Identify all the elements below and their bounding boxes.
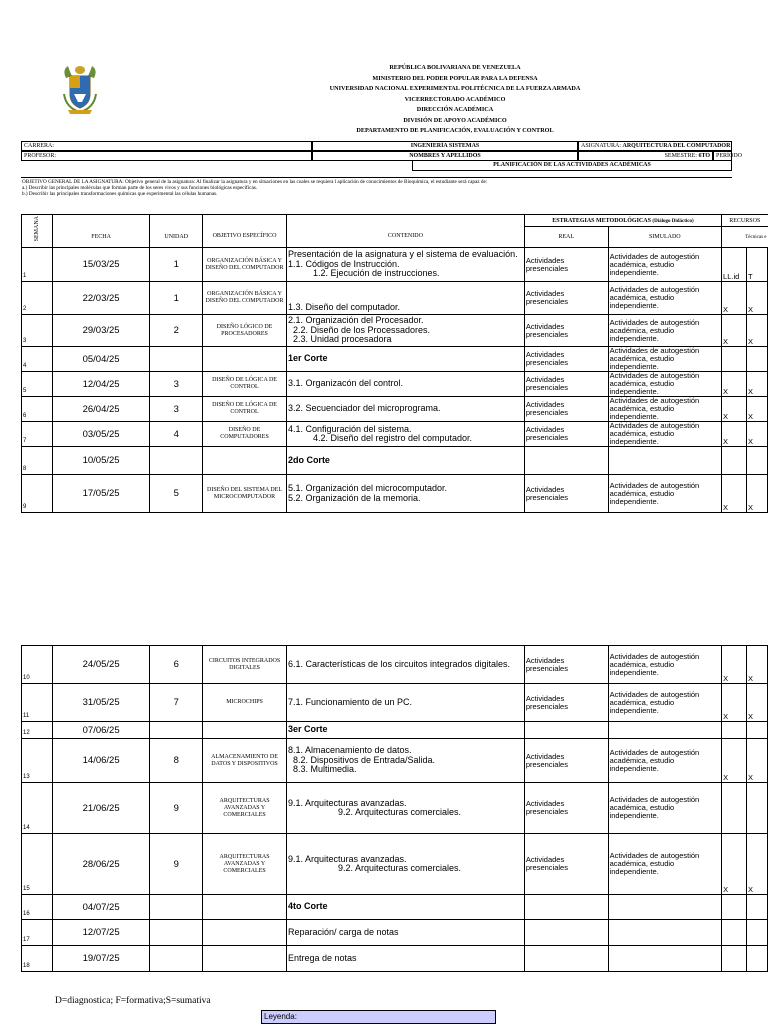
blank-header: [203, 215, 287, 227]
header-line-university: UNIVERSIDAD NACIONAL EXPERIMENTAL POLITÉCNICA DE LA FUERZA ARMADA: [329, 85, 581, 92]
resource-2-cell: X: [747, 684, 768, 722]
content-cell: 3er Corte: [286, 722, 524, 739]
date-cell: 12/04/25: [52, 372, 150, 397]
real-strategy-cell: Actividades presenciales: [524, 315, 608, 347]
header-line-division: DIVISIÓN DE APOYO ACADÉMICO: [403, 116, 507, 124]
unit-cell: [150, 347, 203, 372]
objective-cell: DISEÑO DE COMPUTADORES: [203, 422, 287, 447]
objective-cell: [203, 895, 287, 920]
unit-cell: [150, 946, 203, 972]
week-number: 14: [22, 783, 53, 834]
week-number: 7: [22, 422, 53, 447]
week-number: 15: [22, 834, 53, 895]
real-strategy-cell: [524, 895, 608, 920]
semestre-value: 6TO: [698, 153, 710, 159]
resource-1-cell: X: [722, 684, 747, 722]
blank-header: [286, 215, 524, 227]
objective-cell: ALMACENAMIENTO DE DATOS Y DISPOSITIVOS: [203, 739, 287, 783]
simulated-strategy-cell: [608, 447, 721, 475]
resource-2-cell: [747, 722, 768, 739]
resource-1-cell: [722, 447, 747, 475]
week-number: 4: [22, 347, 53, 372]
table-row: [22, 783, 768, 834]
resource-2-cell: X: [747, 646, 768, 684]
objetivo-line-3: b.) Describir las principales transformaciones químicas que experimental las células humanas.: [22, 191, 218, 198]
objective-cell: [203, 347, 287, 372]
header-line-vicerrectorado: VICERRECTORADO ACADÉMICO: [404, 95, 506, 103]
simulated-strategy-cell: Actividades de autogestión académica, estudio independiente.: [608, 783, 722, 834]
date-cell: 05/04/25: [52, 347, 150, 372]
real-strategy-cell: Actividades presenciales: [524, 646, 608, 684]
real-strategy-cell: [524, 722, 608, 739]
date-cell: 17/05/25: [52, 475, 150, 513]
resource-1-cell: X: [722, 315, 747, 347]
objective-cell: CIRCUITOS INTEGRADOS DIGITALES: [203, 646, 287, 684]
resource-1-cell: [722, 946, 747, 972]
real-strategy-cell: Actividades presenciales: [524, 347, 608, 372]
simulated-strategy-cell: Actividades de autogestión académica, estudio independiente.: [608, 248, 721, 282]
content-cell: 2do Corte: [286, 447, 524, 475]
unit-cell: 4: [150, 422, 203, 447]
resource-1-cell: [722, 783, 747, 834]
content-cell: 3.1. Organizacón del control.: [286, 372, 524, 397]
week-number: 9: [22, 475, 53, 513]
real-strategy-cell: Actividades presenciales: [524, 475, 608, 513]
recursos-header: RECURSOS: [722, 215, 768, 227]
objetivo-general: [21, 177, 732, 210]
date-cell: 28/06/25: [52, 834, 150, 895]
simulated-strategy-cell: Actividades de autogestión académica, estudio independiente.: [608, 372, 721, 397]
resource-2-cell: X: [747, 282, 768, 315]
resource-2-cell: T: [747, 248, 768, 282]
contenido-header: CONTENIDO: [286, 227, 524, 248]
date-cell: 04/07/25: [52, 895, 150, 920]
content-cell: 8.1. Almacenamiento de datos. 8.2. Dispositivos de Entrada/Salida. 8.3. Multimedia.: [286, 739, 524, 783]
week-number: 5: [22, 372, 53, 397]
simulated-strategy-cell: [608, 722, 722, 739]
date-cell: 03/05/25: [52, 422, 150, 447]
table-row: [22, 834, 768, 895]
content-cell: 7.1. Funcionamiento de un PC.: [286, 684, 524, 722]
profesor-value: NOMBRES Y APELLIDOS: [312, 151, 578, 161]
unit-cell: 3: [150, 397, 203, 422]
table-row: [22, 422, 768, 447]
week-number: 13: [22, 739, 53, 783]
table-row: [22, 248, 768, 282]
evaluation-legend-note: D=diagnostica; F=formativa;S=sumativa: [55, 996, 211, 1006]
simulated-strategy-cell: Actividades de autogestión académica, estudio independiente.: [608, 834, 722, 895]
date-cell: 12/07/25: [52, 920, 150, 946]
resource-2-cell: X: [747, 475, 768, 513]
week-number: 8: [22, 447, 53, 475]
resource-1-cell: [722, 920, 747, 946]
header-line-republic: REPÚBLICA BOLIVARIANA DE VENEZUELA: [389, 64, 521, 71]
legend-box: Leyenda:: [261, 1010, 496, 1024]
objective-cell: DISEÑO DEL SISTEMA DEL MICROCOMPUTADOR: [203, 475, 287, 513]
table-row: [22, 895, 768, 920]
objective-cell: ORGANIZACIÓN BÁSICA Y DISEÑO DEL COMPUTADOR: [203, 282, 287, 315]
estrategias-sub-text: (Diálogo Didáctico): [652, 218, 694, 224]
date-cell: 22/03/25: [52, 282, 150, 315]
table-row: [22, 684, 768, 722]
asignatura-cell: [578, 141, 732, 151]
estrategias-header-text: ESTRATEGIAS METODOLÓGICAS: [552, 217, 651, 224]
header-line-direccion: DIRECCIÓN ACADÉMICA: [416, 106, 494, 113]
unit-cell: [150, 920, 203, 946]
header-line-departamento: DEPARTAMENTO DE PLANIFICACIÓN, EVALUACIÓN Y CONTROL: [356, 127, 554, 134]
objective-cell: [203, 447, 287, 475]
content-cell: 4.1. Configuración del sistema. 4.2. Diseño del registro del computador.: [286, 422, 524, 447]
week-number: 12: [22, 722, 53, 739]
real-strategy-cell: Actividades presenciales: [524, 397, 608, 422]
real-strategy-cell: Actividades presenciales: [524, 422, 608, 447]
unit-cell: 5: [150, 475, 203, 513]
estrategias-header: [524, 215, 721, 227]
resource-1-cell: X: [722, 397, 747, 422]
planning-table-page2: [21, 645, 768, 972]
date-cell: 14/06/25: [52, 739, 150, 783]
real-strategy-cell: Actividades presenciales: [524, 282, 608, 315]
resource-1-cell: X: [722, 372, 747, 397]
fecha-header: FECHA: [52, 227, 150, 248]
week-number: 1: [22, 248, 53, 282]
header-line-ministry: MINISTERIO DEL PODER POPULAR PARA LA DEFENSA: [372, 74, 538, 82]
content-cell: 2.1. Organización del Procesador. 2.2. Diseño de los Processadores. 2.3. Unidad procesadora: [286, 315, 524, 347]
resource-2-cell: X: [747, 372, 768, 397]
table-row: [22, 475, 768, 513]
resource-2-cell: X: [747, 834, 768, 895]
resource-2-cell: X: [747, 422, 768, 447]
week-number: 2: [22, 282, 53, 315]
simulado-header: SIMULADO: [608, 227, 721, 248]
planificacion-title: PLANIFICACIÓN DE LAS ACTIVIDADES ACADÉMICAS: [412, 161, 732, 171]
resource-1-cell: X: [722, 834, 747, 895]
semana-header: [22, 215, 53, 248]
table-row: [22, 282, 768, 315]
unit-cell: [150, 447, 203, 475]
profesor-label: PROFESOR:: [21, 151, 312, 161]
simulated-strategy-cell: Actividades de autogestión académica, estudio independiente.: [608, 397, 721, 422]
table-row: [22, 447, 768, 475]
real-strategy-cell: [524, 447, 608, 475]
resource-2-cell: [747, 946, 768, 972]
objective-cell: ARQUITECTURAS AVANZADAS Y COMERCIALES: [203, 834, 287, 895]
carrera-label: CARRERA:: [21, 141, 312, 151]
simulated-strategy-cell: [608, 920, 722, 946]
resource-2-cell: [747, 347, 768, 372]
week-number: 3: [22, 315, 53, 347]
unit-cell: 7: [150, 684, 203, 722]
unit-cell: [150, 722, 203, 739]
tecnicas-header: Técnicas e: [722, 227, 768, 248]
simulated-strategy-cell: Actividades de autogestión académica, estudio independiente.: [608, 475, 721, 513]
semestre-cell: [578, 151, 713, 161]
objective-cell: DISEÑO DE LÓGICA DE CONTROL: [203, 397, 287, 422]
content-cell: 1.3. Diseño del computador.: [286, 282, 524, 315]
week-number: 11: [22, 684, 53, 722]
date-cell: 26/04/25: [52, 397, 150, 422]
table-row: [22, 739, 768, 783]
table-row: [22, 347, 768, 372]
objetivo-header: OBJETIVO ESPECÍFICO: [203, 227, 287, 248]
content-cell: 4to Corte: [286, 895, 524, 920]
simulated-strategy-cell: [608, 946, 722, 972]
simulated-strategy-cell: Actividades de autogestión académica, estudio independiente.: [608, 315, 721, 347]
content-cell: 9.1. Arquitecturas avanzadas. 9.2. Arquitecturas comerciales.: [286, 834, 524, 895]
date-cell: 29/03/25: [52, 315, 150, 347]
table-row: [22, 397, 768, 422]
semana-header-text: SEMANA: [33, 216, 40, 242]
week-number: 6: [22, 397, 53, 422]
objective-cell: [203, 920, 287, 946]
date-cell: 24/05/25: [52, 646, 150, 684]
carrera-value: INGENIERÍA SISTEMAS: [312, 141, 578, 151]
resource-1-cell: X: [722, 646, 747, 684]
real-strategy-cell: [524, 920, 608, 946]
resource-1-cell: LL.id: [722, 248, 747, 282]
simulated-strategy-cell: Actividades de autogestión académica, estudio independiente.: [608, 282, 721, 315]
table-row: [22, 646, 768, 684]
table-row: [22, 946, 768, 972]
resource-1-cell: [722, 895, 747, 920]
real-strategy-cell: Actividades presenciales: [524, 783, 608, 834]
unit-cell: 9: [150, 834, 203, 895]
objective-cell: [203, 946, 287, 972]
date-cell: 19/07/25: [52, 946, 150, 972]
unit-cell: 8: [150, 739, 203, 783]
objetivo-line-1: OBJETIVO GENERAL DE LA ASIGNATURA: Objetivo general de la asignatura: Al finalizar la asignatura y en situaciones en las cuales se requiera l aplicación de conocimientos de Bioquímica, el estudiante será capaz de:: [22, 179, 488, 185]
simulated-strategy-cell: Actividades de autogestión académica, estudio independiente.: [608, 347, 721, 372]
objective-cell: ORGANIZACIÓN BÁSICA Y DISEÑO DEL COMPUTADOR: [203, 248, 287, 282]
resource-2-cell: [747, 895, 768, 920]
table-row: [22, 920, 768, 946]
content-cell: 6.1. Características de los circuitos integrados digitales.: [286, 646, 524, 684]
unit-cell: [150, 895, 203, 920]
resource-1-cell: X: [722, 282, 747, 315]
objetivo-line-2: a.) Describir las principales moléculas que forman parte de los seres vivos y sus funciones biológicas específicas.: [22, 185, 258, 192]
date-cell: 15/03/25: [52, 248, 150, 282]
course-info-grid: [21, 141, 743, 174]
objective-cell: [203, 722, 287, 739]
content-cell: 1er Corte: [286, 347, 524, 372]
objective-cell: DISEÑO LÓGICO DE PROCESADORES: [203, 315, 287, 347]
simulated-strategy-cell: Actividades de autogestión académica, estudio independiente.: [608, 684, 722, 722]
week-number: 18: [22, 946, 53, 972]
blank-header: [150, 215, 203, 227]
coat-of-arms-icon: [60, 64, 100, 116]
content-cell: 5.1. Organización del microcomputador. 5.2. Organización de la memoria.: [286, 475, 524, 513]
resource-1-cell: X: [722, 475, 747, 513]
content-cell: Presentación de la asignatura y el sistema de evaluación. 1.1. Códigos de Instrucción. 1.2. Ejecución de instrucciones.: [286, 248, 524, 282]
simulated-strategy-cell: Actividades de autogestión académica, estudio independiente.: [608, 422, 721, 447]
unit-cell: 9: [150, 783, 203, 834]
real-strategy-cell: [524, 946, 608, 972]
content-cell: Entrega de notas: [286, 946, 524, 972]
asignatura-label: ASIGNATURA:: [581, 143, 622, 149]
date-cell: 10/05/25: [52, 447, 150, 475]
real-strategy-cell: Actividades presenciales: [524, 248, 608, 282]
asignatura-value: ARQUITECTURA DEL COMPUTADOR: [622, 143, 731, 149]
table-row: [22, 372, 768, 397]
periodo-label: PERÍODO: [713, 151, 732, 161]
resource-1-cell: [722, 722, 747, 739]
content-cell: Reparación/ carga de notas: [286, 920, 524, 946]
date-cell: 31/05/25: [52, 684, 150, 722]
objective-cell: ARQUITECTURAS AVANZADAS Y COMERCIALES: [203, 783, 287, 834]
simulated-strategy-cell: [608, 895, 722, 920]
week-number: 10: [22, 646, 53, 684]
blank-header: [52, 215, 150, 227]
real-strategy-cell: Actividades presenciales: [524, 739, 608, 783]
objective-cell: DISEÑO DE LÓGICA DE CONTROL: [203, 372, 287, 397]
resource-2-cell: [747, 783, 768, 834]
content-cell: 9.1. Arquitecturas avanzadas. 9.2. Arquitecturas comerciales.: [286, 783, 524, 834]
unit-cell: 1: [150, 248, 203, 282]
unidad-header: UNIDAD: [150, 227, 203, 248]
real-strategy-cell: Actividades presenciales: [524, 834, 608, 895]
date-cell: 21/06/25: [52, 783, 150, 834]
simulated-strategy-cell: Actividades de autogestión académica, estudio independiente.: [608, 646, 722, 684]
week-number: 16: [22, 895, 53, 920]
unit-cell: 2: [150, 315, 203, 347]
real-strategy-cell: Actividades presenciales: [524, 684, 608, 722]
resource-2-cell: X: [747, 739, 768, 783]
content-cell: 3.2. Secuenciador del microprograma.: [286, 397, 524, 422]
real-header: REAL: [524, 227, 608, 248]
real-strategy-cell: Actividades presenciales: [524, 372, 608, 397]
unit-cell: 3: [150, 372, 203, 397]
resource-1-cell: X: [722, 739, 747, 783]
resource-2-cell: [747, 447, 768, 475]
unit-cell: 6: [150, 646, 203, 684]
semestre-label: SEMESTRE:: [664, 153, 697, 159]
objective-cell: MICROCHIPS: [203, 684, 287, 722]
simulated-strategy-cell: Actividades de autogestión académica, estudio independiente.: [608, 739, 722, 783]
resource-1-cell: X: [722, 422, 747, 447]
table-row: [22, 315, 768, 347]
planning-table-page1: [21, 214, 768, 513]
resource-2-cell: X: [747, 315, 768, 347]
resource-1-cell: [722, 347, 747, 372]
date-cell: 07/06/25: [52, 722, 150, 739]
resource-2-cell: [747, 920, 768, 946]
unit-cell: 1: [150, 282, 203, 315]
institution-header: [280, 63, 630, 137]
table-row: [22, 722, 768, 739]
week-number: 17: [22, 920, 53, 946]
resource-2-cell: X: [747, 397, 768, 422]
